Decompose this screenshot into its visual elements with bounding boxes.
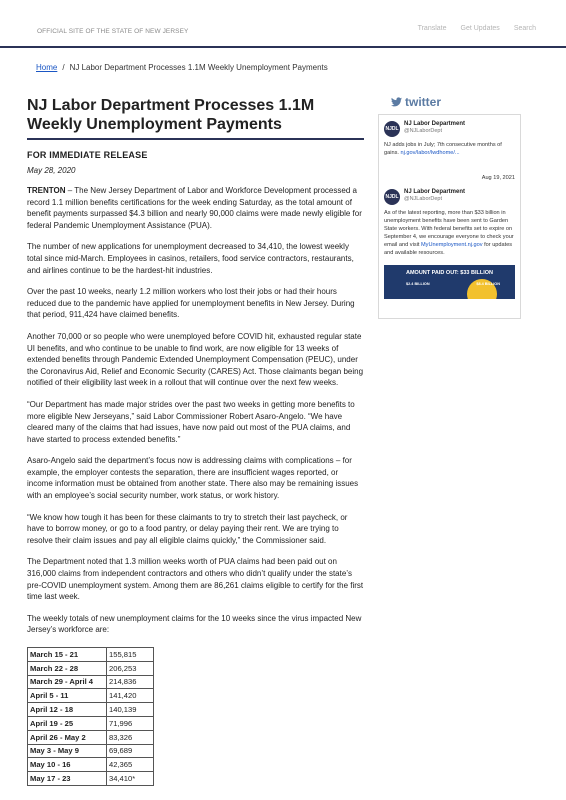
claims-cell: 206,253	[107, 661, 154, 675]
paragraph: The Department noted that 1.3 million weeks worth of PUA claims had been paid out on 316,000 claims from independent contractors and others who didn’t qualify under the state’s pre-COVID unemployment system. Among them are 86,261 claims eligible to certify for the first time last week.	[27, 557, 364, 602]
tweet-image[interactable]	[384, 265, 515, 299]
week-cell: April 26 - May 2	[28, 730, 107, 744]
paragraph: “Our Department has made major strides over the past two weeks in getting more benefits to more eligible New Jerseyans,” said Labor Commissioner Robert Asaro-Angelo. “We have cleared many of the claims that had issues, have now paid out most of the PUA claims, and have started to process extended benefits.”	[27, 399, 355, 444]
table-row	[28, 661, 154, 675]
twitter-sidebar	[378, 95, 521, 319]
twitter-heading[interactable]	[391, 95, 521, 109]
week-cell: May 17 - 23	[28, 772, 107, 786]
table-row	[28, 648, 154, 662]
get-updates-link[interactable]: Get Updates	[460, 25, 500, 32]
breadcrumb-separator: /	[62, 63, 65, 72]
tweet-text: NJ adds jobs in July; 7th consecutive months of gains. nj.gov/labor/lwdhome/...	[384, 142, 502, 156]
tweet[interactable]	[379, 115, 520, 161]
table-row	[28, 703, 154, 717]
twitter-feed[interactable]	[378, 114, 521, 319]
claims-cell: 155,815	[107, 648, 154, 662]
claims-cell: 69,689	[107, 744, 154, 758]
table-row	[28, 744, 154, 758]
twitter-heading-label: twitter	[405, 95, 441, 109]
claims-cell: 71,996	[107, 716, 154, 730]
tweet-author	[384, 189, 515, 205]
breadcrumb	[36, 63, 328, 72]
dateline: TRENTON	[27, 186, 66, 195]
twitter-bird-icon	[391, 97, 402, 107]
week-cell: April 12 - 18	[28, 703, 107, 717]
top-nav	[418, 25, 536, 32]
avatar[interactable]: NJDL	[384, 189, 400, 205]
tweet-image-stat-left: $2.4 BILLION	[406, 282, 430, 286]
week-cell: May 3 - May 9	[28, 744, 107, 758]
tweet-author-handle[interactable]: @NJLaborDept	[404, 196, 442, 202]
table-row	[28, 689, 154, 703]
avatar[interactable]: NJDL	[384, 121, 400, 137]
paragraph: Another 70,000 or so people who were unemployed before COVID hit, exhausted regular state UI benefits, and who continue to be unable to find work, are now eligible for 13 weeks of extended benefits through Pandemic Extended Unemployment Compensation (PEUC), under the Coronavirus Aid, Relief and Economic Security (CARES) Act. Those claimants began being notified of their eligibility last week in a rollout that will continue over the next few weeks.	[27, 331, 364, 388]
week-cell: March 22 - 28	[28, 661, 107, 675]
tweet-author	[384, 121, 515, 137]
search-link[interactable]: Search	[513, 25, 536, 32]
release-label: FOR IMMEDIATE RELEASE	[27, 150, 148, 160]
paragraph: TRENTON – The New Jersey Department of Labor and Workforce Development processed a record 1.1 million benefits certifications for the week ending Saturday, as the total amount of benefit payments surpassed $4.3 billion and nearly 90,000 claims were made newly eligible for federal Pandemic Unemployment Assistance (PUA).	[27, 186, 362, 230]
breadcrumb-home-link[interactable]: Home	[36, 63, 58, 72]
breadcrumb-current: NJ Labor Department Processes 1.1M Weekly Unemployment Payments	[69, 63, 328, 72]
tweet-text: As of the latest reporting, more than $33 billion in unemployment benefits have been sent to Garden State workers. With federal benefits set to expire on September 4, we encourage everyone to check your email and visit MyUnemployment.nj.gov for updates and available resources.	[384, 210, 514, 256]
claims-table	[27, 647, 154, 786]
week-cell: March 29 - April 4	[28, 675, 107, 689]
tweet-image-title: AMOUNT PAID OUT: $33 BILLION	[406, 270, 493, 276]
paragraph: Asaro-Angelo said the department’s focus now is addressing claims with complications – for example, the employer contests the separation, there are insufficient wages reported, or income information must be obtained from another state. There also may be remaining issues with an employee’s social security number, work status, or work history.	[27, 456, 359, 501]
tweet-author-name[interactable]: NJ Labor Department	[404, 189, 466, 195]
claims-cell: 42,365	[107, 758, 154, 772]
claims-cell: 34,410*	[107, 772, 154, 786]
tweet-author-handle[interactable]: @NJLaborDept	[404, 128, 442, 134]
translate-link[interactable]: Translate	[417, 25, 447, 32]
paragraph: The weekly totals of new unemployment claims for the 10 weeks since the virus impacted New Jersey’s workforce are:	[27, 613, 362, 635]
table-row	[28, 772, 154, 786]
official-site-label: OFFICIAL SITE OF THE STATE OF NEW JERSEY	[37, 28, 189, 35]
article-body	[27, 185, 364, 636]
tweet-date[interactable]: Aug 19, 2021	[481, 175, 515, 181]
paragraph: “We know how tough it has been for these claimants to try to stretch their last paycheck, or have to borrow money, or go to a food pantry, or delay paying their rent. We are trying to resolve their claim issues and pay all eligible claims quickly,” the Commissioner said.	[27, 512, 348, 545]
table-row	[28, 730, 154, 744]
claims-cell: 83,326	[107, 730, 154, 744]
claims-cell: 140,139	[107, 703, 154, 717]
table-row	[28, 716, 154, 730]
week-cell: April 5 - 11	[28, 689, 107, 703]
table-row	[28, 675, 154, 689]
page-title: NJ Labor Department Processes 1.1M Weekly Unemployment Payments	[27, 96, 364, 140]
claims-cell: 214,836	[107, 675, 154, 689]
site-header	[0, 0, 566, 48]
paragraph: The number of new applications for unemployment decreased to 34,410, the lowest weekly total since mid-March. Employees in casinos, retailers, food service contractors, restaurants, and airlines continue to be the hardest-hit industries.	[27, 242, 354, 275]
week-cell: May 10 - 16	[28, 758, 107, 772]
table-row	[28, 758, 154, 772]
week-cell: March 15 - 21	[28, 648, 107, 662]
article	[27, 96, 364, 786]
tweet-link[interactable]: MyUnemployment.nj.gov	[421, 242, 483, 248]
tweet-author-name[interactable]: NJ Labor Department	[404, 121, 466, 127]
tweet-image-stat-right: $8.4 BILLION	[476, 282, 500, 286]
release-date: May 28, 2020	[27, 166, 76, 175]
week-cell: April 19 - 25	[28, 716, 107, 730]
tweet-link[interactable]: nj.gov/labor/lwdhome/...	[400, 150, 460, 156]
tweet[interactable]	[379, 175, 520, 261]
claims-cell: 141,420	[107, 689, 154, 703]
paragraph: Over the past 10 weeks, nearly 1.2 million workers who lost their jobs or had their hours reduced due to the pandemic have applied for unemployment benefits in New Jersey. During that period, 911,424 have claimed benefits.	[27, 287, 355, 320]
